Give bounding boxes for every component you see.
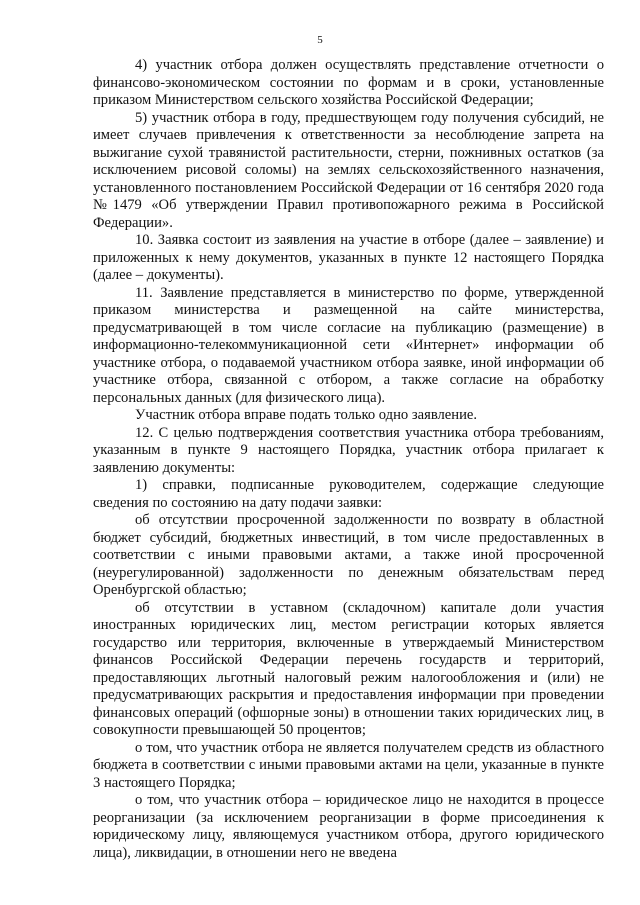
paragraph-clause-10: 10. Заявка состоит из заявления на участие в отборе (далее – заявление) и приложенных к нему документов, указанных в пункте 12 настоящего Порядка (далее – документы). (93, 232, 604, 283)
paragraph-no-foreign-share: об отсутствии в уставном (складочном) капитале доли участия иностранных юридических лиц, местом регистрации которых является государство или территория, включенные в утверждаемый Министерством финансов Российской Федерации перечень государств и территорий, предоставляющих льготный налоговый режим налогообложения и (или) не предусматривающих раскрытия и предоставления информации при проведении финансовых операций (офшорные зоны) в отношении таких юридических лиц, в совокупности превышающей 50 процентов; (93, 599, 604, 738)
paragraph-clause-11: 11. Заявление представляется в министерство по форме, утвержденной приказом министерства и размещенной на сайте министерства, предусматривающей в том числе согласие на публикацию (размещение) в информационно-телекоммуникационной сети «Интернет» информации об участнике отбора, о подаваемой участником отбора заявке, иной информации об участнике отбора, связанной с отбором, а также согласие на обработку персональных данных (для физического лица). (93, 284, 604, 406)
paragraph-not-recipient: о том, что участник отбора не является получателем средств из областного бюджета в соответствии с иными правовыми актами на цели, указанные в пункте 3 настоящего Порядка; (93, 739, 604, 791)
paragraph-item-1-certificates: 1) справки, подписанные руководителем, содержащие следующие сведения по состоянию на дату подачи заявки: (93, 477, 604, 511)
paragraph-item-4: 4) участник отбора должен осуществлять представление отчетности о финансово-экономическом состоянии по формам и в сроки, установленные приказом Министерством сельского хозяйства Российской Федерации; (93, 57, 604, 108)
paragraph-not-reorganization: о том, что участник отбора – юридическое лицо не находится в процессе реорганизации (за исключением реорганизации в форме присоединения к юридическому лицу, являющемуся участником отбора, другого юридического лица), ликвидации, в отношении него не введена (93, 792, 604, 861)
paragraph-no-overdue-debt: об отсутствии просроченной задолженности по возврату в областной бюджет субсидий, бюджетных инвестиций, в том числе предоставленных в соответствии с иными правовыми актами, а также иной просроченной (неурегулированной) задолженности по денежным обязательствам перед Оренбургской областью; (93, 512, 604, 598)
document-body (93, 57, 604, 862)
paragraph-clause-12: 12. С целью подтверждения соответствия участника отбора требованиям, указанным в пункте 9 настоящего Порядка, участник отбора прилагает к заявлению документы: (93, 424, 604, 476)
paragraph-item-5: 5) участник отбора в году, предшествующем году получения субсидий, не имеет случаев привлечения к ответственности за несоблюдение запрета на выжигание сухой травянистой растительности, стерни, пожнивных остатков (за исключением рисовой соломы) на землях сельскохозяйственного назначения, установленного постановлением Российской Федерации от 16 сентября 2020 года №1479 «Об утверждении Правил противопожарного режима в Российской Федерации». (93, 109, 604, 231)
page-number: 5 (317, 34, 323, 46)
paragraph-single-application: Участник отбора вправе подать только одно заявление. (135, 407, 478, 423)
